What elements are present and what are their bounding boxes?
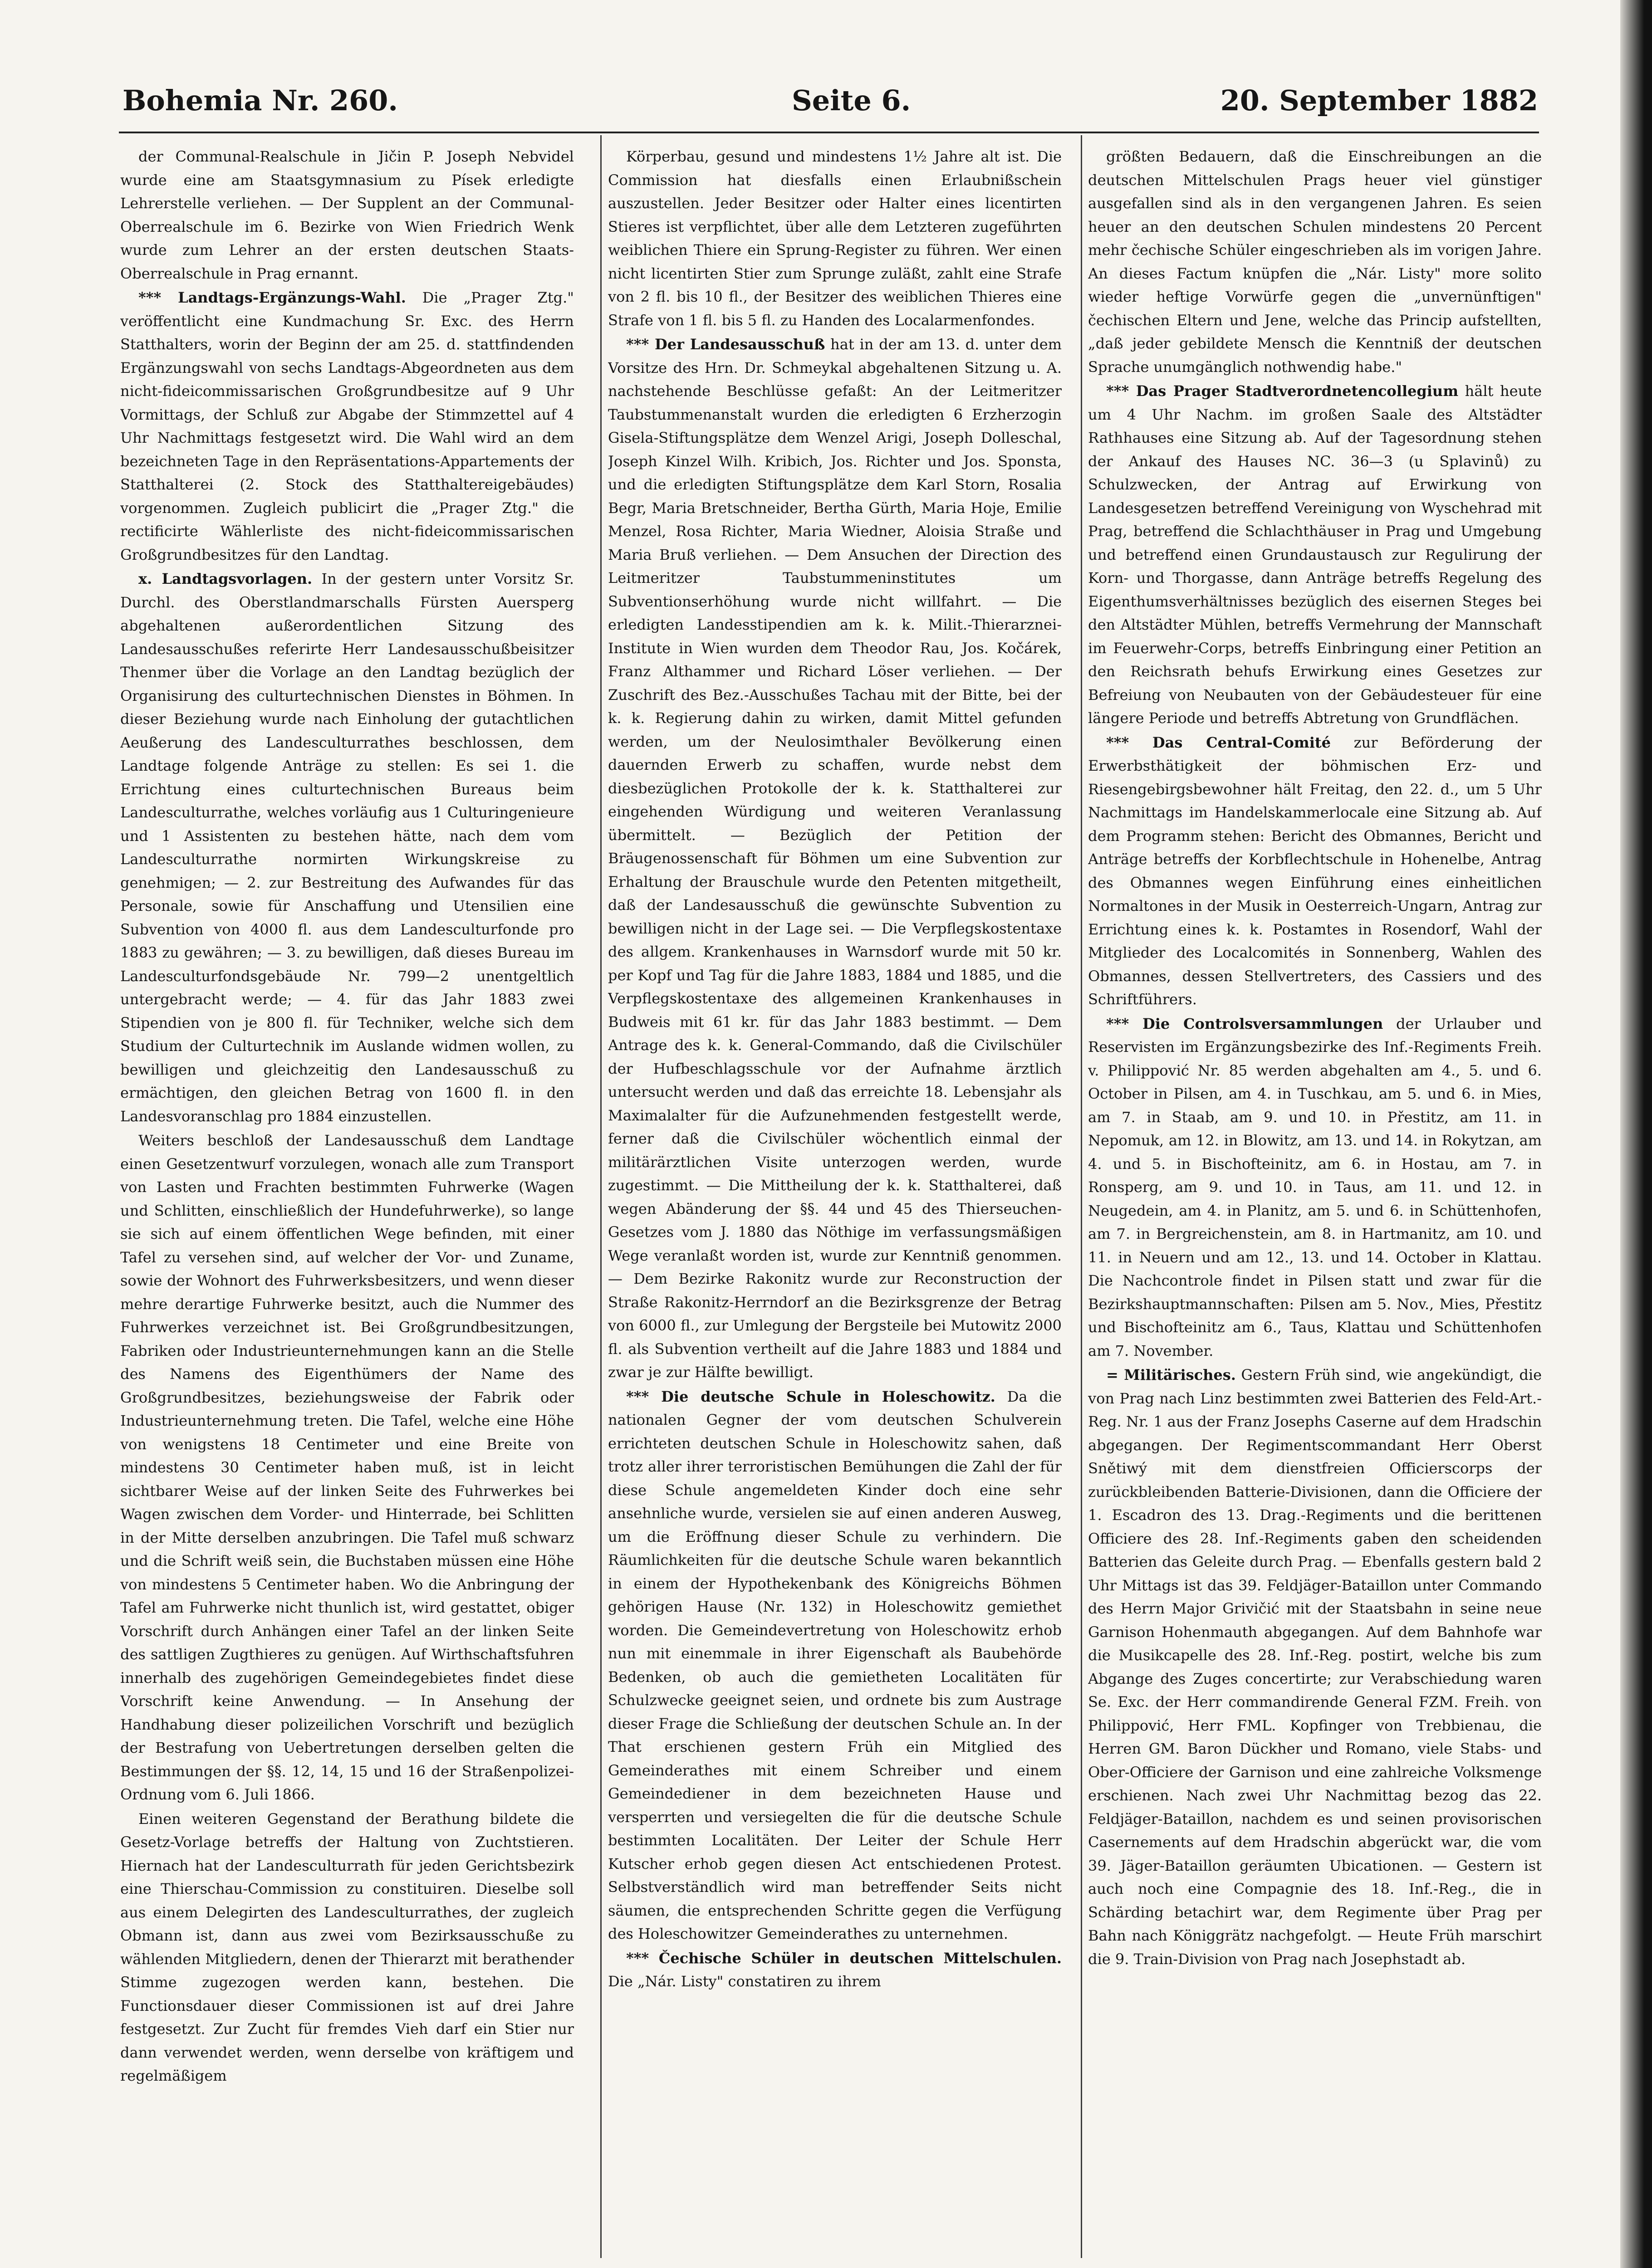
column-divider-1	[600, 135, 602, 2258]
paragraph-text: Einen weiteren Gegenstand der Berathung bildete die Gesetz-Vorlage betreffs der Haltung von Zuchtstieren. Hiernach hat der Landesculturrath für jeden Gerichtsbezirk eine Thierschau-Commission zu constituiren. Dieselbe soll aus einem Delegirten des Landesculturrathes, der zugleich Obmann ist, dann aus zwei vom Bezirksausschuße zu wählenden Mitgliedern, denen der Thierarzt mit berathender Stimme zugezogen werden kann, bestehen. Die Functionsdauer dieser Commissionen ist auf drei Jahre festgesetzt. Zur Zucht für fremdes Vieh darf ein Stier nur dann verwendet werden, wenn derselbe von kräftigem und regelmäßigem	[120, 1810, 574, 2084]
article-paragraph	[608, 1947, 1062, 1994]
paragraph-text: der Communal-Realschule in Jičin P. Joseph Nebvidel wurde eine am Staatsgymnasium zu Písek erledigte Lehrerstelle verliehen. — Der Supplent an der Communal-Oberrealschule im 6. Bezirke von Wien Friedrich Wenk wurde zum Lehrer an der ersten deutschen Staats-Oberrealschule in Prag ernannt.	[120, 148, 574, 282]
article-heading: *** Landtags-Ergänzungs-Wahl.	[138, 289, 406, 306]
article-paragraph	[120, 1129, 574, 1807]
paragraph-text: Gestern Früh sind, wie angekündigt, die von Prag nach Linz bestimmten zwei Batterien des Feld-Art.-Reg. Nr. 1 aus der Franz Josephs Caserne auf dem Hradschin abgegangen. Der Regimentscommandant Herr Oberst Snětiwý mit dem dienstfreien Officierscorps der zurückbleibenden Batterie-Divisionen, dann die Officiere der 1. Escadron des 13. Drag.-Regiments und die berittenen Officiere des 28. Inf.-Regiments gaben den scheidenden Batterien das Geleite durch Prag. — Ebenfalls gestern bald 2 Uhr Mittags ist das 39. Feldjäger-Bataillon unter Commando des Herrn Major Grivičić mit der Staatsbahn in seine neue Garnison Hohenmauth abgegangen. Auf dem Bahnhofe war die Musikcapelle des 28. Inf.-Reg. postirt, welche bis zum Abgange des Zuges concertirte; zur Verabschiedung waren Se. Exc. der Herr commandirende General FZM. Freih. von Philippović, Herr FML. Kopfinger von Trebbienau, die Herren GM. Baron Dückher und Romano, viele Stabs- und Ober-Officiere der Garnison und eine zahlreiche Volksmenge erschienen. Nach zwei Uhr Nachmittag bezog das 22. Feldjäger-Bataillon, nachdem es und seinen provisorischen Casernements auf dem Hradschin abgerückt war, die vom 39. Jäger-Bataillon geräumten Ubicationen. — Gestern ist auch noch eine Compagnie des 18. Inf.-Reg., die in Schärding betachirt war, dem Regimente über Prag per Bahn nach Königgrätz nachgefolgt. — Heute Früh marschirt die 9. Train-Division von Prag nach Josephstadt ab.	[1088, 1366, 1542, 1968]
header-rule	[119, 132, 1539, 133]
scan-edge-shadow	[1620, 0, 1652, 2268]
paragraph-text: Weiters beschloß der Landesausschuß dem Landtage einen Gesetzentwurf vorzulegen, wonach alle zum Transport von Lasten und Frachten bestimmten Fuhrwerke (Wagen und Schlitten, einschließlich der Hundefuhrwerke), so lange sie sich auf einem öffentlichen Wege befinden, mit einer Tafel zu versehen sind, auf welcher der Vor- und Zuname, sowie der Wohnort des Fuhrwerksbesitzers, und wenn dieser mehre derartige Fuhrwerke besitzt, auch die Nummer des Fuhrwerkes verzeichnet ist. Bei Großgrundbesitzungen, Fabriken oder Industrieunternehmungen kann an die Stelle des Namens des Eigenthümers der Name des Großgrundbesitzes, beziehungsweise der Fabrik oder Industrieunternehmung treten. Die Tafel, welche eine Höhe von wenigstens 18 Centimeter und eine Breite von mindestens 30 Centimeter haben muß, ist in leicht sichtbarer Weise auf der linken Seite des Fuhrwerkes bei Wagen zwischen dem Vorder- und Hinterrade, bei Schlitten in der Mitte derselben anzubringen. Die Tafel muß schwarz und die Schrift weiß sein, die Buchstaben müssen eine Höhe von mindestens 5 Centimeter haben. Wo die Anbringung der Tafel am Fuhrwerke nicht thunlich ist, wird gestattet, obiger Vorschrift durch Anhängen einer Tafel an der linken Seite des sattligen Zugthieres zu genügen. Auf Wirthschaftsfuhren innerhalb des zugehörigen Gemeindegebietes findet diese Vorschrift keine Anwendung. — In Ansehung der Handhabung dieser polizeilichen Vorschrift und bezüglich der Bestrafung von Uebertretungen derselben gelten die Bestimmungen der §§. 12, 14, 15 und 16 der Straßenpolizei-Ordnung vom 6. Juli 1866.	[120, 1132, 574, 1803]
article-paragraph	[120, 286, 574, 567]
paragraph-text: zur Beförderung der Erwerbsthätigkeit der böhmischen Erz- und Riesengebirgsbewohner hält Freitag, den 22. d., um 5 Uhr Nachmittags im Handelskammerlocale eine Sitzung ab. Auf dem Programm stehen: Bericht des Obmannes, Bericht und Anträge betreffs der Korbflechtschule in Hohenelbe, Antrag des Obmannes wegen Einführung eines einheitlichen Normaltones in der Musik in Oesterreich-Ungarn, Antrag zur Errichtung eines k. k. Postamtes in Rosendorf, Wahl der Mitglieder des Localcomités in Sonnenberg, Wahlen des Obmannes, dessen Stellvertreters, des Cassiers und des Schriftführers.	[1088, 733, 1542, 1008]
column-divider-2	[1081, 135, 1082, 2258]
paragraph-text: hat in der am 13. d. unter dem Vorsitze des Hrn. Dr. Schmeykal abgehaltenen Sitzung u. A. nachstehende Beschlüsse gefaßt: An der Leitmeritzer Taubstummenanstalt wurden die erledigten 6 Erzherzogin Gisela-Stiftungsplätze dem Wenzel Arigi, Joseph Dolleschal, Joseph Kinzel Wilh. Kribich, Jos. Richter und Jos. Sponsta, und die erledigten Stiftungsplätze dem Karl Storn, Rosalia Begr, Maria Bretschneider, Bertha Gürth, Maria Hoje, Emilie Menzel, Rosa Richter, Maria Wiedner, Aloisia Straße und Maria Bruß verliehen. — Dem Ansuchen der Direction des Leitmeritzer Taubstummeninstitutes um Subventionserhöhung wurde nicht willfahrt. — Die erledigten Landesstipendien am k. k. Milit.-Thierarznei-Institute in Wien wurden dem Theodor Rau, Jos. Kočárek, Franz Althammer und Richard Löser verliehen. — Der Zuschrift des Bez.-Ausschußes Tachau mit der Bitte, bei der k. k. Regierung dahin zu wirken, damit Mittel gefunden werden, um der Neulosimthaler Bevölkerung einen dauernden Erwerb zu schaffen, wurde nebst dem diesbezüglichen Protokolle der k. k. Statthalterei zur eingehenden Würdigung und weiteren Veranlassung übermittelt. — Bezüglich der Petition der Bräugenossenschaft für Böhmen um eine Subvention zur Erhaltung der Brauschule wurde den Petenten mitgetheilt, daß der Landesausschuß die gewünschte Subvention zu bewilligen nicht in der Lage sei. — Die Verpflegskostentaxe des allgem. Krankenhauses in Warnsdorf wurde mit 50 kr. per Kopf und Tag für die Jahre 1883, 1884 und 1885, und die Verpflegskostentaxe des allgemeinen Krankenhauses in Budweis mit 61 kr. für das Jahr 1883 bestimmt. — Dem Antrage des k. k. General-Commando, daß die Civilschüler der Hufbeschlagsschule vor der Aufnahme ärztlich untersucht werden und daß das erreichte 18. Lebensjahr als Maximalalter für die Aufzunehmenden festgestellt werde, ferner daß die Civilschüler wöchentlich einmal der militärärztlichen Visite unterzogen werden, wurde zugestimmt. — Die Mittheilung der k. k. Statthalterei, daß wegen Abänderung der §§. 44 und 45 des Thierseuchen-Gesetzes vom J. 1880 das Nöthige im verfassungsmäßigen Wege veranlaßt worden ist, wurde zur Kenntniß genommen. — Dem Bezirke Rakonitz wurde zur Reconstruction der Straße Rakonitz-Herrndorf an die Bezirksgrenze der Betrag von 6000 fl., zur Umlegung der Bergsteile bei Mutowitz 2000 fl. als Subvention vertheilt auf die Jahre 1883 und 1884 und zwar je zur Hälfte bewilligt.	[608, 336, 1062, 1381]
article-paragraph	[608, 1385, 1062, 1946]
article-paragraph	[120, 145, 574, 285]
header-issue: Bohemia Nr. 260.	[123, 84, 398, 117]
article-heading: = Militärisches.	[1106, 1366, 1236, 1383]
article-heading: *** Čechische Schüler in deutschen Mittelschulen.	[626, 1949, 1062, 1967]
paragraph-text: größten Bedauern, daß die Einschreibungen an die deutschen Mittelschulen Prags heuer viel günstiger ausgefallen sind als in den vergangenen Jahren. Es seien heuer an den deutschen Schulen mindestens 20 Percent mehr čechische Schüler eingeschrieben als im vorigen Jahre. An dieses Factum knüpfen die „Nár. Listy" more solito wieder heftige Vorwürfe gegen die „unvernünftigen" čechischen Eltern und Jene, welche das Princip aufstellten, „daß jeder gebildete Mensch die Kenntniß der deutschen Sprache unumgänglich nothwendig habe."	[1088, 148, 1542, 376]
article-paragraph	[120, 567, 574, 1128]
article-heading: *** Die Controlsversammlungen	[1106, 1015, 1383, 1032]
paragraph-text: Die „Prager Ztg." veröffentlicht eine Kundmachung Sr. Exc. des Herrn Statthalters, worin der Beginn der am 25. d. stattfindenden Ergänzungswahl von sechs Landtags-Abgeordneten aus dem nicht-fideicommissarischen Großgrundbesitze auf 9 Uhr Vormittags, der Schluß zur Abgabe der Stimmzettel auf 4 Uhr Nachmittags festgesetzt wird. Die Wahl wird an dem bezeichneten Tage in den Repräsentations-Appartements der Statthalterei (2. Stock des Statthaltereigebäudes) vorgenommen. Zugleich publicirt die „Prager Ztg." die rectificirte Wählerliste des nicht-fideicommissarischen Großgrundbesitzes für den Landtag.	[120, 289, 574, 563]
header-date: 20. September 1882	[1220, 84, 1538, 117]
article-heading: *** Der Landesausschuß	[626, 336, 825, 353]
paragraph-text: In der gestern unter Vorsitz Sr. Durchl. des Oberstlandmarschalls Fürsten Auersperg abgehaltenen außerordentlichen Sitzung des Landesausschußes referirte Herr Landesausschußbeisitzer Thenmer über die Vorlage an den Landtag bezüglich der Organisirung des culturtechnischen Dienstes in Böhmen. In dieser Beziehung wurde nach Einholung der gutachtlichen Aeußerung des Landesculturrathes beschlossen, dem Landtage folgende Anträge zu stellen: Es sei 1. die Errichtung eines culturtechnischen Bureaus beim Landesculturrathe, welches vorläufig aus 1 Culturingenieure und 1 Assistenten zu bestehen hätte, nach dem vom Landesculturrathe normirten Wirkungskreise zu genehmigen; — 2. zur Bestreitung des Aufwandes für das Personale, sowie für Anschaffung und Utensilien eine Subvention von 4000 fl. aus dem Landesculturfonde pro 1883 zu gewähren; — 3. zu bewilligen, daß dieses Bureau im Landesculturfondsgebäude Nr. 799—2 unentgeltlich untergebracht werde; — 4. für das Jahr 1883 zwei Stipendien von je 800 fl. für Techniker, welche sich dem Studium der Culturtechnik im Auslande widmen wollen, zu bewilligen und gleichzeitig den Landesausschuß zu ermächtigen, den gleichen Betrag von 1600 fl. in den Landesvoranschlag pro 1884 einzustellen.	[120, 570, 574, 1125]
article-paragraph	[120, 1808, 574, 2088]
article-heading: *** Das Central-Comité	[1106, 733, 1331, 751]
article-paragraph	[608, 145, 1062, 332]
column-2	[608, 145, 1062, 2259]
paragraph-text: der Urlauber und Reservisten im Ergänzungsbezirke des Inf.-Regiments Freih. v. Philippović Nr. 85 werden abgehalten am 4., 5. und 6. October in Pilsen, am 4. in Tuschkau, am 5. und 6. in Mies, am 7. in Staab, am 9. und 10. in Přestitz, am 11. in Nepomuk, am 12. in Blowitz, am 13. und 14. in Rokytzan, am 4. und 5. in Bischofteinitz, am 6. in Hostau, am 7. in Ronsperg, am 9. und 10. in Taus, am 11. und 12. in Neugedein, am 4. in Planitz, am 5. und 6. in Schüttenhofen, am 7. in Bergreichenstein, am 8. in Hartmanitz, am 10. und 11. in Neuern und am 12., 13. und 14. October in Klattau. Die Nachcontrole findet in Pilsen statt und zwar für die Bezirkshauptmannschaften: Pilsen am 5. Nov., Mies, Přestitz und Bischofteinitz am 6., Taus, Klattau und Schüttenhofen am 7. November.	[1088, 1015, 1542, 1359]
article-paragraph	[608, 333, 1062, 1384]
article-paragraph	[1088, 731, 1542, 1012]
paragraph-text: Die „Nár. Listy" constatiren zu ihrem	[608, 1973, 881, 1990]
paragraph-text: hält heute um 4 Uhr Nachm. im großen Saale des Altstädter Rathhauses eine Sitzung ab. Auf der Tagesordnung stehen der Ankauf des Hauses NC. 36—3 (u Splavinů) zu Schulzwecken, der Antrag auf Erwirkung von Landesgesetzen betreffend Vereinigung von Wyschehrad mit Prag, betreffend die Schlachthäuser in Prag und Umgebung und betreffend einen Grundaustausch zur Regulirung der Korn- und Thorgasse, dann Anträge betreffs Regelung des Eigenthumsverhältnisses bezüglich des eisernen Steges bei den Altstädter Mühlen, betreffs Vermehrung der Mannschaft im Feuerwehr-Corps, betreffs Einbringung einer Petition an den Reichsrath behufs Erwirkung eines Gesetzes zur Befreiung von Neubauten von der Gebäudesteuer für eine längere Periode und betreffs Abtretung von Grundflächen.	[1088, 382, 1542, 727]
column-1	[120, 145, 574, 2259]
header-page-number: Seite 6.	[792, 84, 911, 117]
paragraph-text: Körperbau, gesund und mindestens 1½ Jahre alt ist. Die Commission hat diesfalls einen Erlaubnißschein auszustellen. Jeder Besitzer oder Halter eines licentirten Stieres ist verpflichtet, über alle dem Letzteren zugeführten weiblichen Thiere ein Sprung-Register zu führen. Wer einen nicht licentirten Stier zum Sprunge zuläßt, zahlt eine Strafe von 2 fl. bis 10 fl., der Besitzer des weiblichen Thieres eine Strafe von 1 fl. bis 5 fl. zu Handen des Localarmenfondes.	[608, 148, 1062, 329]
paragraph-text: Da die nationalen Gegner der vom deutschen Schulverein errichteten deutschen Schule in Holeschowitz sahen, daß trotz aller ihrer terroristischen Bemühungen die Zahl der für diese Schule angemeldeten Kinder doch eine sehr ansehnliche wurde, versielen sie auf einen anderen Ausweg, um die Eröffnung dieser Schule zu verhindern. Die Räumlichkeiten für die deutsche Schule waren bekanntlich in einem der Hypothekenbank des Königreichs Böhmen gehörigen Hause (Nr. 132) in Holeschowitz gemiethet worden. Die Gemeindevertretung von Holeschowitz erhob nun mit einemmale in ihrer Eigenschaft als Baubehörde Bedenken, ob auch die gemietheten Localitäten für Schulzwecke geeignet seien, und ordnete bis zum Austrage dieser Frage die Schließung der deutschen Schule an. In der That erschienen gestern Früh ein Mitglied des Gemeinderathes mit einem Schreiber und einem Gemeindediener in dem bezeichneten Hause und versperrten und versiegelten die für die deutsche Schule bestimmten Localitäten. Der Leiter der Schule Herr Kutscher erhob gegen diesen Act entschiedenen Protest. Selbstverständlich wird man betreffender Seits nicht säumen, die entsprechenden Schritte gegen die Verfügung des Holeschowitzer Gemeinderathes zu unternehmen.	[608, 1388, 1062, 1942]
article-paragraph	[1088, 1364, 1542, 1971]
article-heading: *** Die deutsche Schule in Holeschowitz.	[626, 1388, 995, 1405]
article-paragraph	[1088, 145, 1542, 379]
article-heading: *** Das Prager Stadtverordnetencollegium	[1106, 382, 1459, 400]
article-paragraph	[1088, 380, 1542, 730]
column-3	[1088, 145, 1542, 2259]
page-header	[123, 84, 1538, 125]
article-paragraph	[1088, 1012, 1542, 1363]
article-heading: x. Landtagsvorlagen.	[138, 570, 313, 587]
